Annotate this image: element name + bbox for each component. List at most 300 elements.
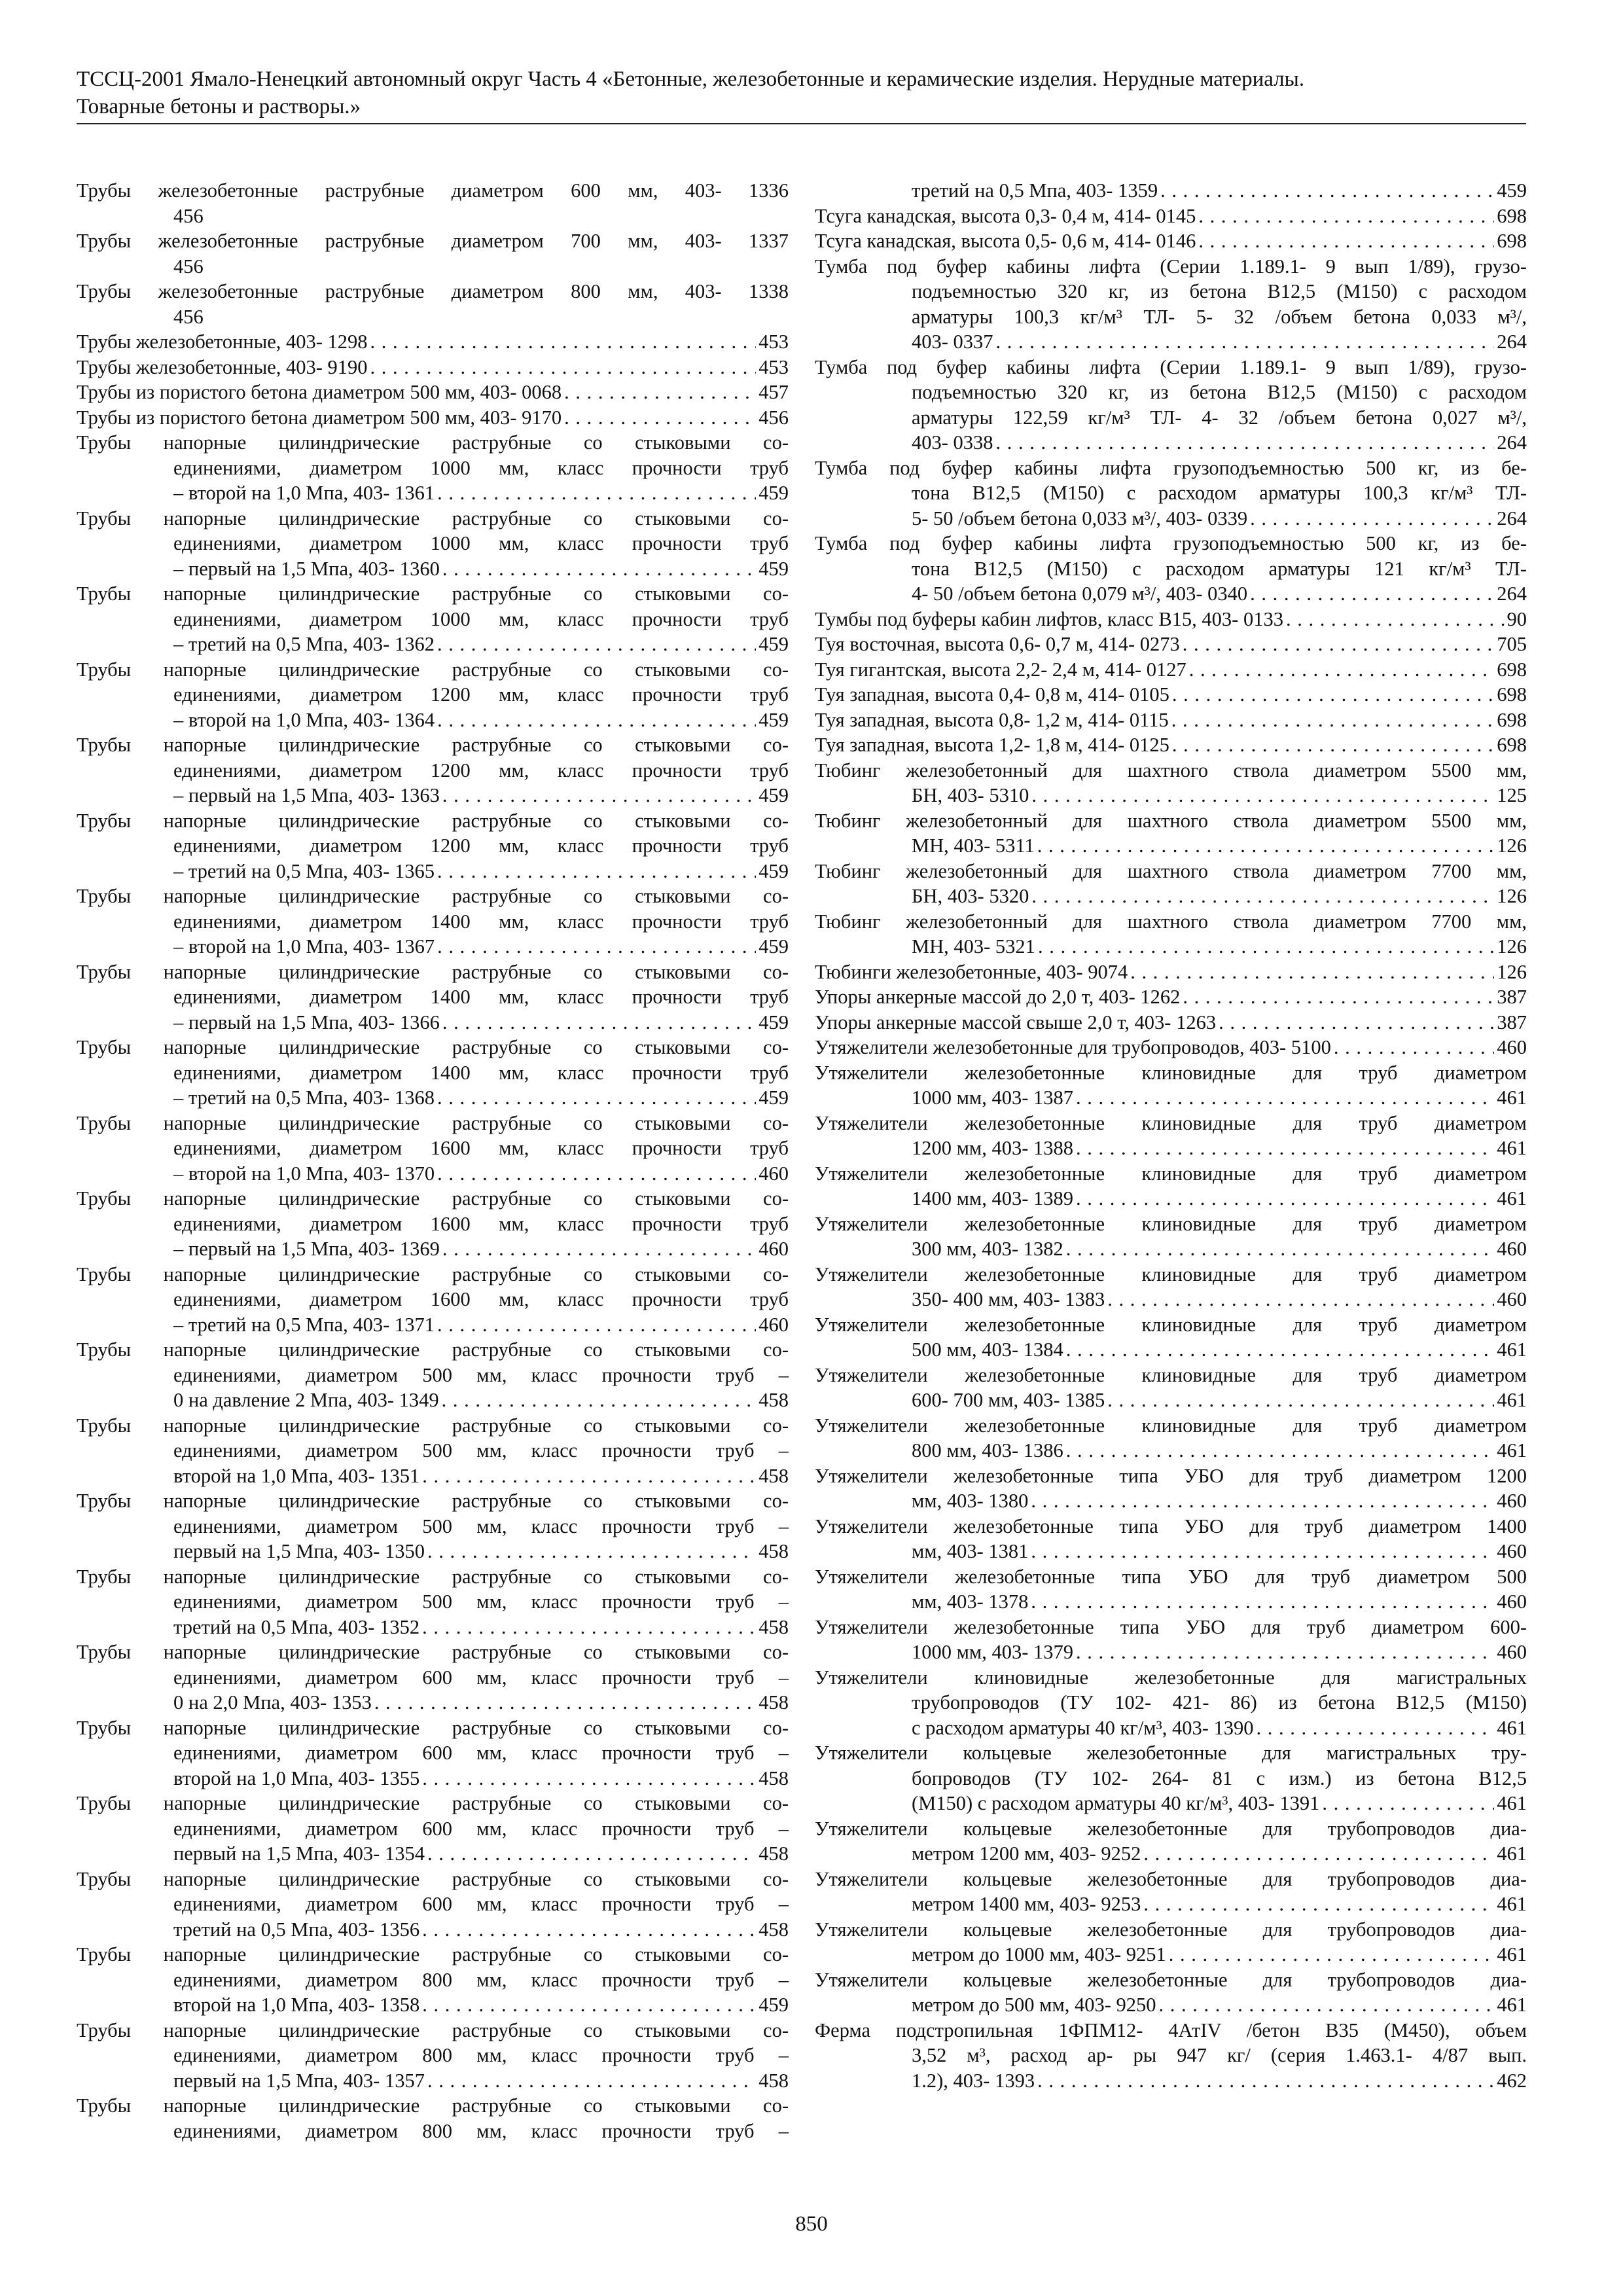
entry-text-line: – третий на 0,5 Мпа, 403- 1368	[173, 1086, 435, 1109]
dot-leader	[1031, 884, 1494, 909]
entry-text-line: единениями, диаметром 1000 мм, класс прочности труб	[173, 456, 789, 479]
dot-leader	[437, 1085, 756, 1111]
entry-page-ref: 126	[1497, 935, 1527, 958]
entry-page-ref: 459	[758, 633, 789, 655]
entry-text-line: – первый на 1,5 Мпа, 403- 1360	[173, 557, 440, 580]
index-entry	[815, 1111, 1527, 1161]
entry-text-line: Трубы железобетонные раструбные диаметром 600 мм, 403- 1336	[77, 179, 789, 202]
index-entry	[815, 1312, 1527, 1363]
index-entry	[815, 1363, 1527, 1413]
entry-page-ref: 90	[1507, 607, 1527, 630]
entry-page-ref: 461	[1497, 1137, 1527, 1159]
entry-page-ref: 453	[758, 331, 789, 353]
dot-leader	[1031, 1488, 1494, 1514]
index-entry	[77, 1715, 789, 1791]
entry-text-line: Утяжелители железобетонные клиновидные для труб диаметром	[815, 1313, 1527, 1336]
entry-text-line: Трубы напорные цилиндрические раструбные со стыковыми со-	[77, 1641, 789, 1663]
entry-text-line: мм, 403- 1381	[912, 1540, 1029, 1562]
index-column-right	[815, 178, 1527, 2093]
entry-text-line: Утяжелители железобетонные клиновидные для труб диаметром	[815, 1363, 1527, 1386]
entry-text-line: с расходом арматуры 40 кг/м³, 403- 1390	[912, 1716, 1254, 1739]
entry-page-ref: 264	[1497, 583, 1527, 605]
entry-page-ref: 461	[1497, 1338, 1527, 1361]
entry-page-ref: 698	[1497, 204, 1527, 227]
dot-leader	[1130, 960, 1494, 985]
dot-leader	[437, 708, 756, 733]
dot-leader	[996, 329, 1495, 355]
entry-text-line: – первый на 1,5 Мпа, 403- 1369	[173, 1238, 440, 1260]
entry-text-line: – второй на 1,0 Мпа, 403- 1361	[173, 482, 435, 504]
header-line-1: ТССЦ-2001 Ямало-Ненецкий автономный округ Часть 4 «Бетонные, железобетонные и керамические изделия. Нерудные материалы.	[77, 67, 1305, 91]
index-entry	[815, 657, 1527, 683]
entry-text-line: подъемностью 320 кг, из бетона В12,5 (М150) с расходом	[912, 381, 1527, 403]
entry-text-line: второй на 1,0 Мпа, 403- 1358	[173, 1994, 420, 2016]
index-entry	[815, 178, 1527, 204]
entry-page-ref: 459	[758, 1086, 789, 1109]
index-entry	[77, 405, 789, 431]
entry-text-line: единениями, диаметром 800 мм, класс прочности труб –	[173, 1968, 789, 1991]
entry-page-ref: 458	[758, 1389, 789, 1411]
index-entry	[77, 178, 789, 228]
dot-leader	[437, 480, 756, 506]
index-entry	[815, 2018, 1527, 2094]
dot-leader	[1257, 1715, 1495, 1741]
entry-page-ref: 461	[1497, 1994, 1527, 2016]
index-entry	[77, 808, 789, 884]
entry-page-ref: 458	[758, 1615, 789, 1638]
dot-leader	[1198, 228, 1494, 254]
entry-text-line: единениями, диаметром 800 мм, класс прочности труб –	[173, 2044, 789, 2066]
entry-text-line: Трубы напорные цилиндрические раструбные со стыковыми со-	[77, 2018, 789, 2041]
entry-text-line: единениями, диаметром 1400 мм, класс прочности труб	[173, 910, 789, 933]
entry-text-line: единениями, диаметром 1000 мм, класс прочности труб	[173, 607, 789, 630]
entry-page-ref: 125	[1497, 784, 1527, 806]
entry-text-line: (М150) с расходом арматуры 40 кг/м³, 403- 1391	[912, 1792, 1320, 1814]
entry-page-ref: 460	[1497, 1641, 1527, 1663]
entry-text-line: 3,52 м³, расход ар- ры 947 кг/ (серия 1.463.1- 4/87 вып.	[912, 2044, 1527, 2066]
dot-leader	[427, 1841, 756, 1867]
entry-text-line: единениями, диаметром 500 мм, класс прочности труб –	[173, 1439, 789, 1462]
dot-leader	[1250, 581, 1494, 607]
entry-text-line: мм, 403- 1378	[912, 1590, 1029, 1613]
index-entry	[815, 1161, 1527, 1211]
entry-text-line: единениями, диаметром 500 мм, класс прочности труб –	[173, 1363, 789, 1386]
entry-text-line: – третий на 0,5 Мпа, 403- 1362	[173, 633, 435, 655]
entry-page-ref: 458	[758, 1464, 789, 1487]
entry-text-line: Тумбы под буферы кабин лифтов, класс В15, 403- 0133	[815, 607, 1283, 630]
entry-text-line: 403- 0337	[912, 331, 993, 353]
index-entry	[77, 329, 789, 355]
index-column-left	[77, 178, 789, 2144]
index-entry	[815, 984, 1527, 1010]
index-entry	[77, 355, 789, 380]
entry-text-line: Трубы железобетонные раструбные диаметром 800 мм, 403- 1338	[77, 280, 789, 302]
dot-leader	[442, 1388, 757, 1413]
dot-leader	[422, 1917, 756, 1943]
entry-page-ref: 458	[758, 1540, 789, 1562]
entry-page-ref: 459	[758, 708, 789, 731]
entry-text-line: 800 мм, 403- 1386	[912, 1439, 1063, 1462]
dot-leader	[1107, 1287, 1494, 1312]
index-entry	[815, 607, 1527, 632]
entry-page-ref: 460	[1497, 1288, 1527, 1310]
dot-leader	[1198, 204, 1494, 229]
entry-text-line: первый на 1,5 Мпа, 403- 1354	[173, 1842, 425, 1865]
header-line-2: Товарные бетоны и растворы.»	[77, 95, 361, 118]
entry-text-line: третий на 0,5 Мпа, 403- 1352	[173, 1615, 420, 1638]
entry-text-line: Трубы напорные цилиндрические раструбные со стыковыми со-	[77, 734, 789, 756]
entry-text-line: Трубы напорные цилиндрические раструбные со стыковыми со-	[77, 507, 789, 529]
entry-text-line: 600- 700 мм, 403- 1385	[912, 1389, 1105, 1411]
entry-page-ref: 459	[758, 859, 789, 882]
entry-text-line: Утяжелители железобетонные клиновидные для труб диаметром	[815, 1263, 1527, 1285]
index-entry	[815, 1463, 1527, 1514]
index-entry	[77, 1111, 789, 1187]
entry-page-ref: 387	[1497, 986, 1527, 1008]
entry-text-line: второй на 1,0 Мпа, 403- 1355	[173, 1767, 420, 1789]
entry-text-line: Тумба под буфер кабины лифта (Серии 1.189.1- 9 вып 1/89), грузо-	[815, 255, 1527, 278]
entry-text-line: 456	[173, 204, 204, 227]
entry-page-ref: 459	[758, 557, 789, 580]
index-entry	[815, 1665, 1527, 1741]
entry-text-line: метром до 500 мм, 403- 9250	[912, 1994, 1156, 2016]
dot-leader	[1286, 607, 1505, 632]
entry-text-line: единениями, диаметром 1200 мм, класс прочности труб	[173, 834, 789, 857]
entry-page-ref: 264	[1497, 331, 1527, 353]
entry-page-ref: 459	[758, 1994, 789, 2016]
entry-text-line: Утяжелители кольцевые железобетонные для трубопроводов диа-	[815, 1867, 1527, 1890]
entry-text-line: Утяжелители железобетонные клиновидные для труб диаметром	[815, 1111, 1527, 1134]
index-entry	[77, 228, 789, 279]
entry-text-line: – второй на 1,0 Мпа, 403- 1370	[173, 1162, 435, 1185]
entry-text-line: единениями, диаметром 1200 мм, класс прочности труб	[173, 759, 789, 781]
entry-text-line: 0 на давление 2 Мпа, 403- 1349	[173, 1389, 439, 1411]
entry-page-ref: 126	[1497, 834, 1527, 857]
index-entry	[77, 2093, 789, 2144]
entry-text-line: арматуры 100,3 кг/м³ ТЛ- 5- 32 /объем бетона 0,033 м³/,	[912, 305, 1527, 328]
entry-page-ref: 461	[1497, 1439, 1527, 1462]
entry-text-line: единениями, диаметром 500 мм, класс прочности труб –	[173, 1590, 789, 1613]
dot-leader	[1169, 1942, 1494, 1967]
entry-text-line: 403- 0338	[912, 431, 993, 454]
entry-text-line: Утяжелители клиновидные железобетонные для магистральных	[815, 1666, 1527, 1689]
dot-leader	[1107, 1388, 1494, 1413]
dot-leader	[437, 934, 756, 960]
entry-page-ref: 453	[758, 355, 789, 378]
entry-text-line: третий на 0,5 Мпа, 403- 1356	[173, 1918, 420, 1941]
entry-text-line: Трубы напорные цилиндрические раструбные со стыковыми со-	[77, 583, 789, 605]
entry-text-line: Тюбинг железобетонный для шахтного ствола диаметром 7700 мм,	[815, 910, 1527, 933]
index-entry	[815, 732, 1527, 758]
entry-text-line: второй на 1,0 Мпа, 403- 1351	[173, 1464, 420, 1487]
entry-page-ref: 461	[1497, 1086, 1527, 1109]
entry-text-line: Трубы напорные цилиндрические раструбные со стыковыми со-	[77, 1036, 789, 1058]
entry-text-line: 456	[173, 305, 204, 328]
entry-text-line: единениями, диаметром 1600 мм, класс прочности труб	[173, 1212, 789, 1235]
entry-text-line: Утяжелители железобетонные клиновидные для труб диаметром	[815, 1061, 1527, 1084]
index-entry	[77, 1564, 789, 1640]
entry-text-line: единениями, диаметром 500 мм, класс прочности труб –	[173, 1515, 789, 1537]
dot-leader	[1183, 632, 1495, 657]
entry-text-line: третий на 0,5 Мпа, 403- 1359	[912, 179, 1158, 202]
entry-text-line: 0 на 2,0 Мпа, 403- 1353	[173, 1691, 372, 1713]
entry-text-line: первый на 1,5 Мпа, 403- 1350	[173, 1540, 425, 1562]
dot-leader	[1250, 506, 1494, 531]
dot-leader	[437, 859, 756, 884]
entry-page-ref: 461	[1497, 1716, 1527, 1739]
entry-text-line: Утяжелители железобетонные типа УБО для труб диаметром 1200	[815, 1464, 1527, 1487]
entry-page-ref: 461	[1497, 1187, 1527, 1210]
entry-text-line: Трубы железобетонные раструбные диаметром 700 мм, 403- 1337	[77, 230, 789, 252]
index-entry	[815, 1060, 1527, 1111]
entry-text-line: Утяжелители кольцевые железобетонные для трубопроводов диа-	[815, 1968, 1527, 1991]
entry-text-line: Трубы из пористого бетона диаметром 500 мм, 403- 9170	[77, 406, 562, 429]
entry-text-line: Трубы напорные цилиндрические раструбные со стыковыми со-	[77, 658, 789, 681]
entry-page-ref: 461	[1497, 1893, 1527, 1915]
entry-text-line: Трубы напорные цилиндрические раструбные со стыковыми со-	[77, 1187, 789, 1210]
entry-text-line: единениями, диаметром 1400 мм, класс прочности труб	[173, 1061, 789, 1084]
entry-text-line: Утяжелители железобетонные клиновидные для труб диаметром	[815, 1212, 1527, 1235]
entry-text-line: Трубы напорные цилиндрические раструбные со стыковыми со-	[77, 1792, 789, 1814]
entry-page-ref: 459	[758, 935, 789, 958]
entry-text-line: – первый на 1,5 Мпа, 403- 1366	[173, 1011, 440, 1033]
index-entry	[77, 1640, 789, 1715]
dot-leader	[1076, 1085, 1494, 1111]
dot-leader	[1143, 1892, 1494, 1917]
entry-text-line: Трубы напорные цилиндрические раструбные со стыковыми со-	[77, 1716, 789, 1739]
entry-text-line: тона В12,5 (М150) с расходом арматуры 121 кг/м³ ТЛ-	[912, 557, 1527, 580]
dot-leader	[1037, 2068, 1494, 2094]
dot-leader	[1037, 833, 1494, 859]
header-rule	[77, 123, 1526, 124]
index-entry	[815, 708, 1527, 733]
entry-text-line: Упоры анкерные массой свыше 2,0 т, 403- 1263	[815, 1011, 1217, 1033]
entry-text-line: единениями, диаметром 600 мм, класс прочности труб –	[173, 1742, 789, 1764]
entry-text-line: подъемностью 320 кг, из бетона В12,5 (М150) с расходом	[912, 280, 1527, 302]
entry-page-ref: 457	[758, 381, 789, 403]
entry-text-line: Трубы напорные цилиндрические раструбные со стыковыми со-	[77, 1338, 789, 1361]
dot-leader	[1334, 1035, 1494, 1060]
index-entry	[815, 1967, 1527, 2018]
page-header	[77, 65, 1523, 120]
index-entry	[77, 506, 789, 582]
entry-page-ref: 459	[758, 482, 789, 504]
entry-text-line: Трубы напорные цилиндрические раструбные со стыковыми со-	[77, 1111, 789, 1134]
entry-page-ref: 461	[1497, 1943, 1527, 1965]
index-entry	[77, 1337, 789, 1413]
dot-leader	[370, 355, 757, 380]
entry-page-ref: 460	[758, 1238, 789, 1260]
entry-text-line: единениями, диаметром 600 мм, класс прочности труб –	[173, 1817, 789, 1840]
dot-leader	[1160, 178, 1494, 204]
entry-text-line: единениями, диаметром 1000 мм, класс прочности труб	[173, 532, 789, 554]
entry-text-line: Тюбинг железобетонный для шахтного ствола диаметром 5500 мм,	[815, 809, 1527, 832]
dot-leader	[442, 1236, 756, 1262]
entry-page-ref: 460	[758, 1313, 789, 1336]
dot-leader	[427, 1539, 756, 1564]
entry-text-line: Трубы напорные цилиндрические раструбные со стыковыми со-	[77, 885, 789, 907]
entry-text-line: единениями, диаметром 1200 мм, класс прочности труб	[173, 683, 789, 706]
index-entry	[815, 1211, 1527, 1262]
entry-page-ref: 387	[1497, 1011, 1527, 1033]
entry-page-ref: 461	[1497, 1792, 1527, 1814]
entry-text-line: Трубы железобетонные, 403- 1298	[77, 331, 368, 353]
entry-page-ref: 459	[1497, 179, 1527, 202]
entry-page-ref: 460	[1497, 1590, 1527, 1613]
dot-leader	[564, 380, 756, 405]
dot-leader	[1031, 783, 1494, 808]
entry-page-ref: 126	[1497, 960, 1527, 983]
entry-text-line: единениями, диаметром 1400 мм, класс прочности труб	[173, 986, 789, 1008]
dot-leader	[1038, 934, 1494, 960]
entry-text-line: Утяжелители железобетонные типа УБО для труб диаметром 600-	[815, 1615, 1527, 1638]
entry-text-line: Трубы напорные цилиндрические раструбные со стыковыми со-	[77, 809, 789, 832]
dot-leader	[1189, 657, 1495, 683]
index-entry	[815, 682, 1527, 708]
entry-text-line: МН, 403- 5311	[912, 834, 1035, 857]
dot-leader	[1171, 708, 1495, 733]
entry-text-line: Тумба под буфер кабины лифта грузоподъемностью 500 кг, из бе-	[815, 456, 1527, 479]
entry-text-line: Трубы напорные цилиндрические раструбные со стыковыми со-	[77, 960, 789, 983]
dot-leader	[1076, 1640, 1494, 1665]
entry-text-line: арматуры 122,59 кг/м³ ТЛ- 4- 32 /объем бетона 0,027 м³/,	[912, 406, 1527, 429]
dot-leader	[564, 405, 756, 431]
index-entry	[77, 884, 789, 960]
entry-text-line: Трубы напорные цилиндрические раструбные со стыковыми со-	[77, 2094, 789, 2117]
entry-text-line: тона В12,5 (М150) с расходом арматуры 100,3 кг/м³ ТЛ-	[912, 482, 1527, 504]
dot-leader	[1076, 1186, 1494, 1211]
dot-leader	[437, 632, 756, 657]
entry-text-line: 1200 мм, 403- 1388	[912, 1137, 1074, 1159]
dot-leader	[442, 783, 756, 808]
index-entry	[77, 430, 789, 506]
entry-text-line: единениями, диаметром 1600 мм, класс прочности труб	[173, 1137, 789, 1159]
index-entry	[77, 279, 789, 329]
entry-text-line: 5- 50 /объем бетона 0,033 м³/, 403- 0339	[912, 507, 1248, 529]
entry-text-line: Упоры анкерные массой до 2,0 т, 403- 1262	[815, 986, 1181, 1008]
entry-text-line: Туя западная, высота 0,4- 0,8 м, 414- 0105	[815, 683, 1169, 706]
entry-text-line: единениями, диаметром 600 мм, класс прочности труб –	[173, 1893, 789, 1915]
entry-text-line: Тюбинг железобетонный для шахтного ствола диаметром 5500 мм,	[815, 759, 1527, 781]
entry-text-line: Туя гигантская, высота 2,2- 2,4 м, 414- 0127	[815, 658, 1186, 681]
entry-text-line: Трубы напорные цилиндрические раструбные со стыковыми со-	[77, 1943, 789, 1965]
entry-page-ref: 460	[1497, 1540, 1527, 1562]
index-entry	[815, 1413, 1527, 1463]
entry-page-ref: 460	[1497, 1490, 1527, 1512]
entry-text-line: 500 мм, 403- 1384	[912, 1338, 1063, 1361]
index-entry	[77, 1867, 789, 1943]
entry-text-line: Тумба под буфер кабины лифта (Серии 1.189.1- 9 вып 1/89), грузо-	[815, 355, 1527, 378]
dot-leader	[1031, 1589, 1494, 1615]
entry-text-line: единениями, диаметром 600 мм, класс прочности труб –	[173, 1666, 789, 1689]
entry-text-line: МН, 403- 5321	[912, 935, 1035, 958]
index-entry	[77, 1262, 789, 1338]
dot-leader	[422, 1992, 756, 2018]
index-entry	[815, 1816, 1527, 1867]
entry-page-ref: 458	[758, 2069, 789, 2092]
entry-page-ref: 264	[1497, 431, 1527, 454]
dot-leader	[370, 329, 757, 355]
entry-text-line: единениями, диаметром 1600 мм, класс прочности труб	[173, 1288, 789, 1310]
entry-page-ref: 460	[758, 1162, 789, 1185]
entry-text-line: метром 1400 мм, 403- 9253	[912, 1893, 1141, 1915]
entry-page-ref: 698	[1497, 734, 1527, 756]
index-entry	[77, 1186, 789, 1262]
entry-page-ref: 459	[758, 1011, 789, 1033]
entry-text-line: бопроводов (ТУ 102- 264- 81 с изм.) из бетона В12,5	[912, 1767, 1527, 1789]
entry-text-line: Утяжелители железобетонные клиновидные для труб диаметром	[815, 1162, 1527, 1185]
entry-page-ref: 456	[758, 406, 789, 429]
dot-leader	[1219, 1010, 1494, 1035]
index-entry	[77, 732, 789, 808]
entry-text-line: Утяжелители железобетонные типа УБО для труб диаметром 1400	[815, 1515, 1527, 1537]
index-entry	[77, 1488, 789, 1564]
entry-page-ref: 698	[1497, 658, 1527, 681]
entry-text-line: единениями, диаметром 800 мм, класс прочности труб –	[173, 2119, 789, 2142]
dot-leader	[1183, 984, 1494, 1010]
index-entry	[815, 1010, 1527, 1035]
dot-leader	[437, 1161, 756, 1187]
entry-page-ref: 458	[758, 1842, 789, 1865]
index-entry	[815, 808, 1527, 859]
index-entry	[815, 1615, 1527, 1665]
dot-leader	[1066, 1236, 1494, 1262]
index-entry	[815, 1917, 1527, 1967]
entry-text-line: 1000 мм, 403- 1387	[912, 1086, 1074, 1109]
entry-text-line: БН, 403- 5320	[912, 885, 1029, 907]
entry-text-line: 350- 400 мм, 403- 1383	[912, 1288, 1105, 1310]
entry-text-line: Трубы железобетонные, 403- 9190	[77, 355, 368, 378]
entry-text-line: БН, 403- 5310	[912, 784, 1029, 806]
entry-text-line: Тсуга канадская, высота 0,3- 0,4 м, 414- 0145	[815, 204, 1196, 227]
entry-text-line: Утяжелители кольцевые железобетонные для трубопроводов диа-	[815, 1817, 1527, 1840]
entry-text-line: – третий на 0,5 Мпа, 403- 1365	[173, 859, 435, 882]
dot-leader	[1076, 1136, 1494, 1161]
entry-text-line: Утяжелители кольцевые железобетонные для трубопроводов диа-	[815, 1918, 1527, 1941]
index-entry	[815, 531, 1527, 607]
entry-text-line: первый на 1,5 Мпа, 403- 1357	[173, 2069, 425, 2092]
entry-text-line: Туя западная, высота 1,2- 1,8 м, 414- 0125	[815, 734, 1169, 756]
entry-text-line: 1.2), 403- 1393	[912, 2069, 1035, 2092]
dot-leader	[422, 1463, 756, 1489]
entry-text-line: 1000 мм, 403- 1379	[912, 1641, 1074, 1663]
entry-text-line: Трубы напорные цилиндрические раструбные со стыковыми со-	[77, 1414, 789, 1437]
entry-text-line: Тюбинги железобетонные, 403- 9074	[815, 960, 1128, 983]
index-entry	[815, 1262, 1527, 1312]
index-entry	[77, 380, 789, 405]
index-entry	[815, 632, 1527, 657]
entry-text-line: 456	[173, 255, 204, 278]
dot-leader	[422, 1615, 756, 1640]
entry-text-line: мм, 403- 1380	[912, 1490, 1029, 1512]
entry-text-line: – первый на 1,5 Мпа, 403- 1363	[173, 784, 440, 806]
entry-text-line: Трубы напорные цилиндрические раструбные со стыковыми со-	[77, 1867, 789, 1890]
entry-page-ref: 126	[1497, 885, 1527, 907]
entry-page-ref: 462	[1497, 2069, 1527, 2092]
entry-text-line: – второй на 1,0 Мпа, 403- 1367	[173, 935, 435, 958]
entry-page-ref: 461	[1497, 1842, 1527, 1865]
page-number: 850	[795, 2212, 828, 2236]
entry-page-ref: 460	[1497, 1238, 1527, 1260]
index-entry	[77, 1791, 789, 1867]
dot-leader	[1172, 682, 1494, 708]
entry-page-ref: 698	[1497, 708, 1527, 731]
index-entry	[815, 1514, 1527, 1564]
entry-text-line: 300 мм, 403- 1382	[912, 1238, 1063, 1260]
dot-leader	[1066, 1438, 1494, 1463]
index-entry	[815, 909, 1527, 960]
index-entry	[77, 1942, 789, 2018]
